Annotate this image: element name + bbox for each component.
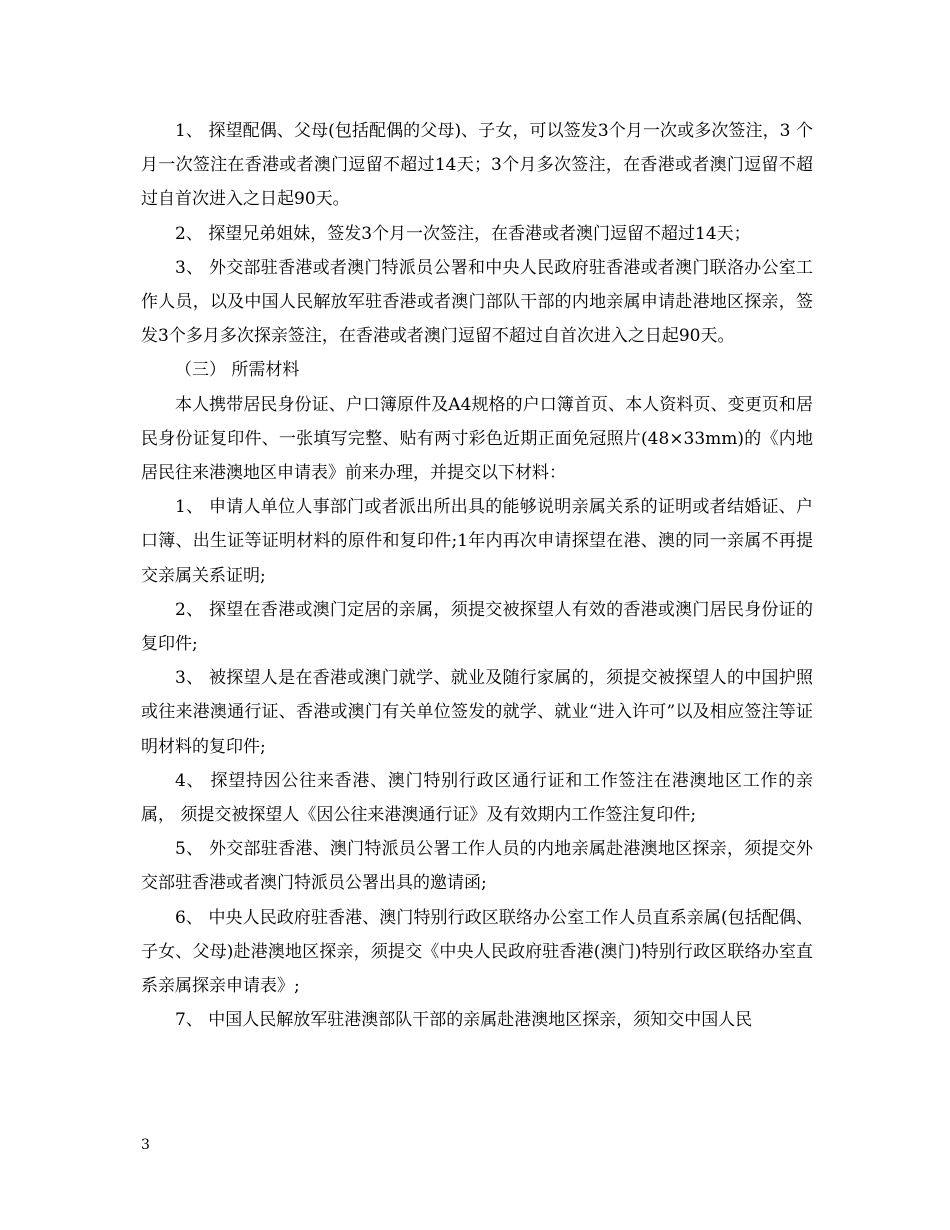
paragraph-2: 2、 探望兄弟姐妹，签发3个月一次签注，在香港或者澳门逗留不超过14天； [175,223,751,244]
page-number: 3 [141,1137,150,1153]
material-item-1: 1、 申请人单位人事部门或者派出所出具的能够说明亲属关系的证明或者结婚证、户 口簿、出生证等证明材料的原件和复印件;1年内再次申请探望在港、澳的同一亲属不再提交亲属关系证明; [141,497,813,586]
material-item-2: 2、 探望在香港或澳门定居的亲属，须提交被探望人有效的香港或澳门居民身份证的 复印件; [141,599,813,655]
material-item-7: 7、 中国人民解放军驻港澳部队干部的亲属赴港澳地区探亲，须知交中国人民 [175,1010,753,1031]
section-heading-materials: （三） 所需材料 [175,360,300,381]
material-item-3: 3、 被探望人是在香港或澳门就学、就业及随行家属的，须提交被探望人的中国护照 或往来港澳通行证、香港或澳门有关单位签发的就学、就业“进入许可”以及相应签注等证明材料的复印件; [141,668,813,757]
paragraph-materials-intro: 本人携带居民身份证、户口簿原件及A4规格的户口簿首页、本人资料页、变更页和居民身份证复印件、一张填写完整、贴有两寸彩色近期正面免冠照片(48×33mm)的《内地居民往来港澳地区申请表》前来办理，并提交以下材料： [141,394,813,484]
document-body [141,114,813,1037]
material-item-6: 6、 中央人民政府驻香港、澳门特别行政区联络办公室工作人员直系亲属(包括配偶、 子女、父母)赴港澳地区探亲，须提交《中央人民政府驻香港(澳门)特别行政区联络办室直系亲属探亲申请表》; [141,907,813,997]
paragraph-3: 3、 外交部驻香港或者澳门特派员公署和中央人民政府驻香港或者澳门联洛办公室工 作人员，以及中国人民解放军驻香港或者澳门部队干部的内地亲属申请赴港地区探亲，签发3个多月多次探亲签注，在香港或者澳门逗留不超过自首次进入之日起90天。 [141,257,813,347]
paragraph-1: 1、 探望配偶、父母(包括配偶的父母)、子女，可以签发3个月一次或多次签注，3 个月一次签注在香港或者澳门逗留不超过14天；3个月多次签注，在香港或者澳门逗留不超过自首次进入之日起90天。 [141,121,813,210]
material-item-5: 5、 外交部驻香港、澳门特派员公署工作人员的内地亲属赴港澳地区探亲，须提交外 交部驻香港或者澳门特派员公署出具的邀请函; [141,839,813,894]
material-item-4: 4、 探望持因公往来香港、澳门特别行政区通行证和工作签注在港澳地区工作的亲属， 须提交被探望人《因公往来港澳通行证》及有效期内工作签注复印件; [141,770,813,826]
